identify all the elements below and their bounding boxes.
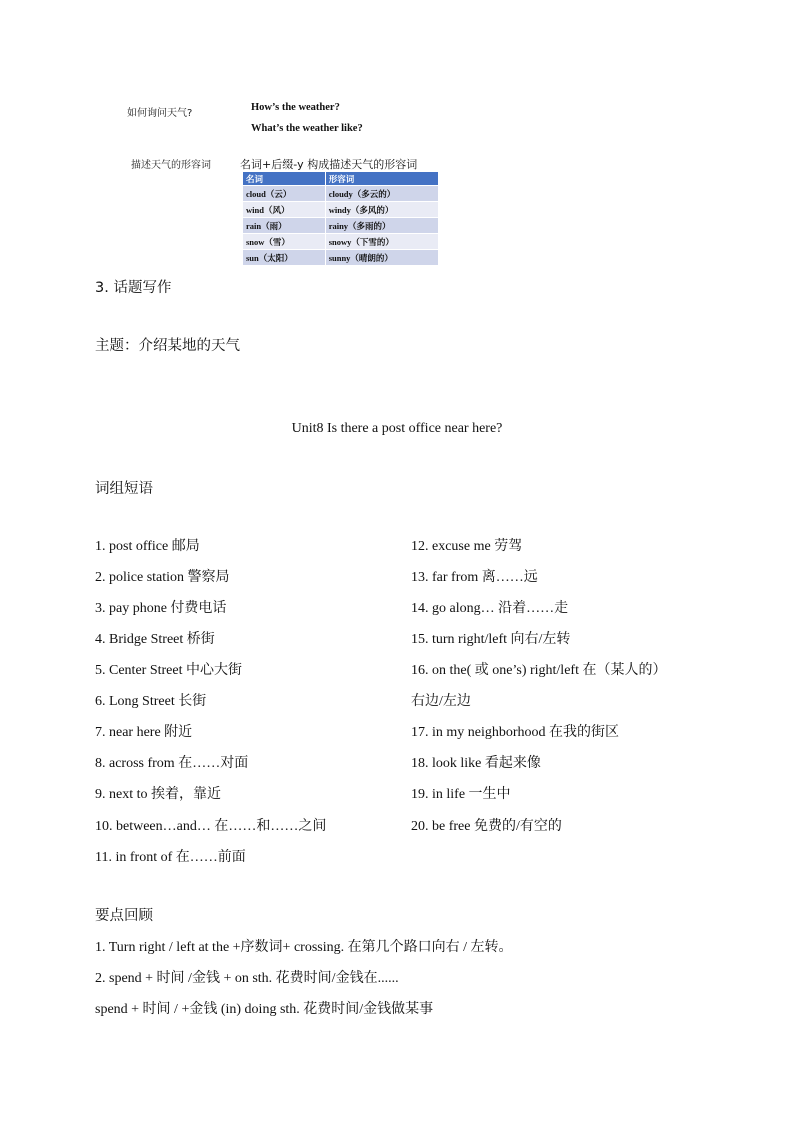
column-header-noun: 名词 <box>243 172 325 186</box>
adjective-cell: windy（多风的） <box>325 202 438 218</box>
phrase-item: 4. Bridge Street 桥街 <box>95 632 215 647</box>
unit-title: Unit8 Is there a post office near here? <box>291 421 503 436</box>
ask-weather-label: 如何询问天气? <box>127 108 193 119</box>
adjective-cell: rainy（多雨的） <box>325 218 438 234</box>
weather-question-1: How’s the weather? <box>251 102 340 113</box>
review-point: 2. spend + 时间 /金钱 + on sth. 花费时间/金钱在...... <box>95 971 399 986</box>
noun-cell: snow（雪） <box>243 234 325 250</box>
phrase-item: 11. in front of 在……前面 <box>95 850 246 865</box>
noun-cell: cloud（云） <box>243 186 325 202</box>
column-header-adjective: 形容词 <box>325 172 438 186</box>
table-row <box>243 234 438 250</box>
section-3-title: 3. 话题写作 <box>95 280 172 296</box>
phrase-item: 13. far from 离……远 <box>411 570 538 585</box>
phrases-heading: 词组短语 <box>95 481 153 497</box>
table-row <box>243 250 438 266</box>
phrase-item: 17. in my neighborhood 在我的街区 <box>411 725 620 740</box>
weather-question-2: What’s the weather like? <box>251 123 363 134</box>
phrase-item: 8. across from 在……对面 <box>95 756 249 771</box>
phrase-item: 12. excuse me 劳驾 <box>411 539 523 554</box>
table-header-row <box>243 172 438 186</box>
review-point: 1. Turn right / left at the +序数词+ crossing. 在第几个路口向右 / 左转。 <box>95 940 513 955</box>
table-row <box>243 218 438 234</box>
noun-cell: wind（风） <box>243 202 325 218</box>
phrase-item: 3. pay phone 付费电话 <box>95 601 227 616</box>
phrase-item: 1. post office 邮局 <box>95 539 200 554</box>
phrase-item: 19. in life 一生中 <box>411 787 511 802</box>
phrase-item: 10. between…and… 在……和……之间 <box>95 819 327 834</box>
noun-cell: rain（雨） <box>243 218 325 234</box>
weather-vocab-table <box>243 172 438 265</box>
phrase-item: 2. police station 警察局 <box>95 570 230 585</box>
adjective-cell: snowy（下雪的） <box>325 234 438 250</box>
review-heading: 要点回顾 <box>95 908 153 924</box>
phrase-item: 18. look like 看起来像 <box>411 756 541 771</box>
phrase-item-continued: 右边/左边 <box>411 694 471 709</box>
adjective-cell: cloudy（多云的） <box>325 186 438 202</box>
phrase-item: 5. Center Street 中心大街 <box>95 663 242 678</box>
adjective-cell: sunny（晴朗的） <box>325 250 438 266</box>
phrase-item: 9. next to 挨着，靠近 <box>95 787 221 802</box>
phrase-item: 7. near here 附近 <box>95 725 193 740</box>
phrase-item: 14. go along… 沿着……走 <box>411 601 569 616</box>
weather-adjective-label: 描述天气的形容词 <box>131 160 211 171</box>
review-point: spend + 时间 / +金钱 (in) doing sth. 花费时间/金钱做某事 <box>95 1002 434 1017</box>
phrase-item: 15. turn right/left 向右/左转 <box>411 632 571 647</box>
phrase-item: 20. be free 免费的/有空的 <box>411 819 562 834</box>
table-row <box>243 202 438 218</box>
noun-cell: sun（太阳） <box>243 250 325 266</box>
phrase-item: 6. Long Street 长街 <box>95 694 207 709</box>
phrase-item: 16. on the( 或 one’s) right/left 在（某人的） <box>411 663 667 678</box>
writing-topic: 主题：介绍某地的天气 <box>95 338 240 354</box>
table-row <box>243 186 438 202</box>
table-caption: 名词+后缀-y 构成描述天气的形容词 <box>240 158 418 171</box>
